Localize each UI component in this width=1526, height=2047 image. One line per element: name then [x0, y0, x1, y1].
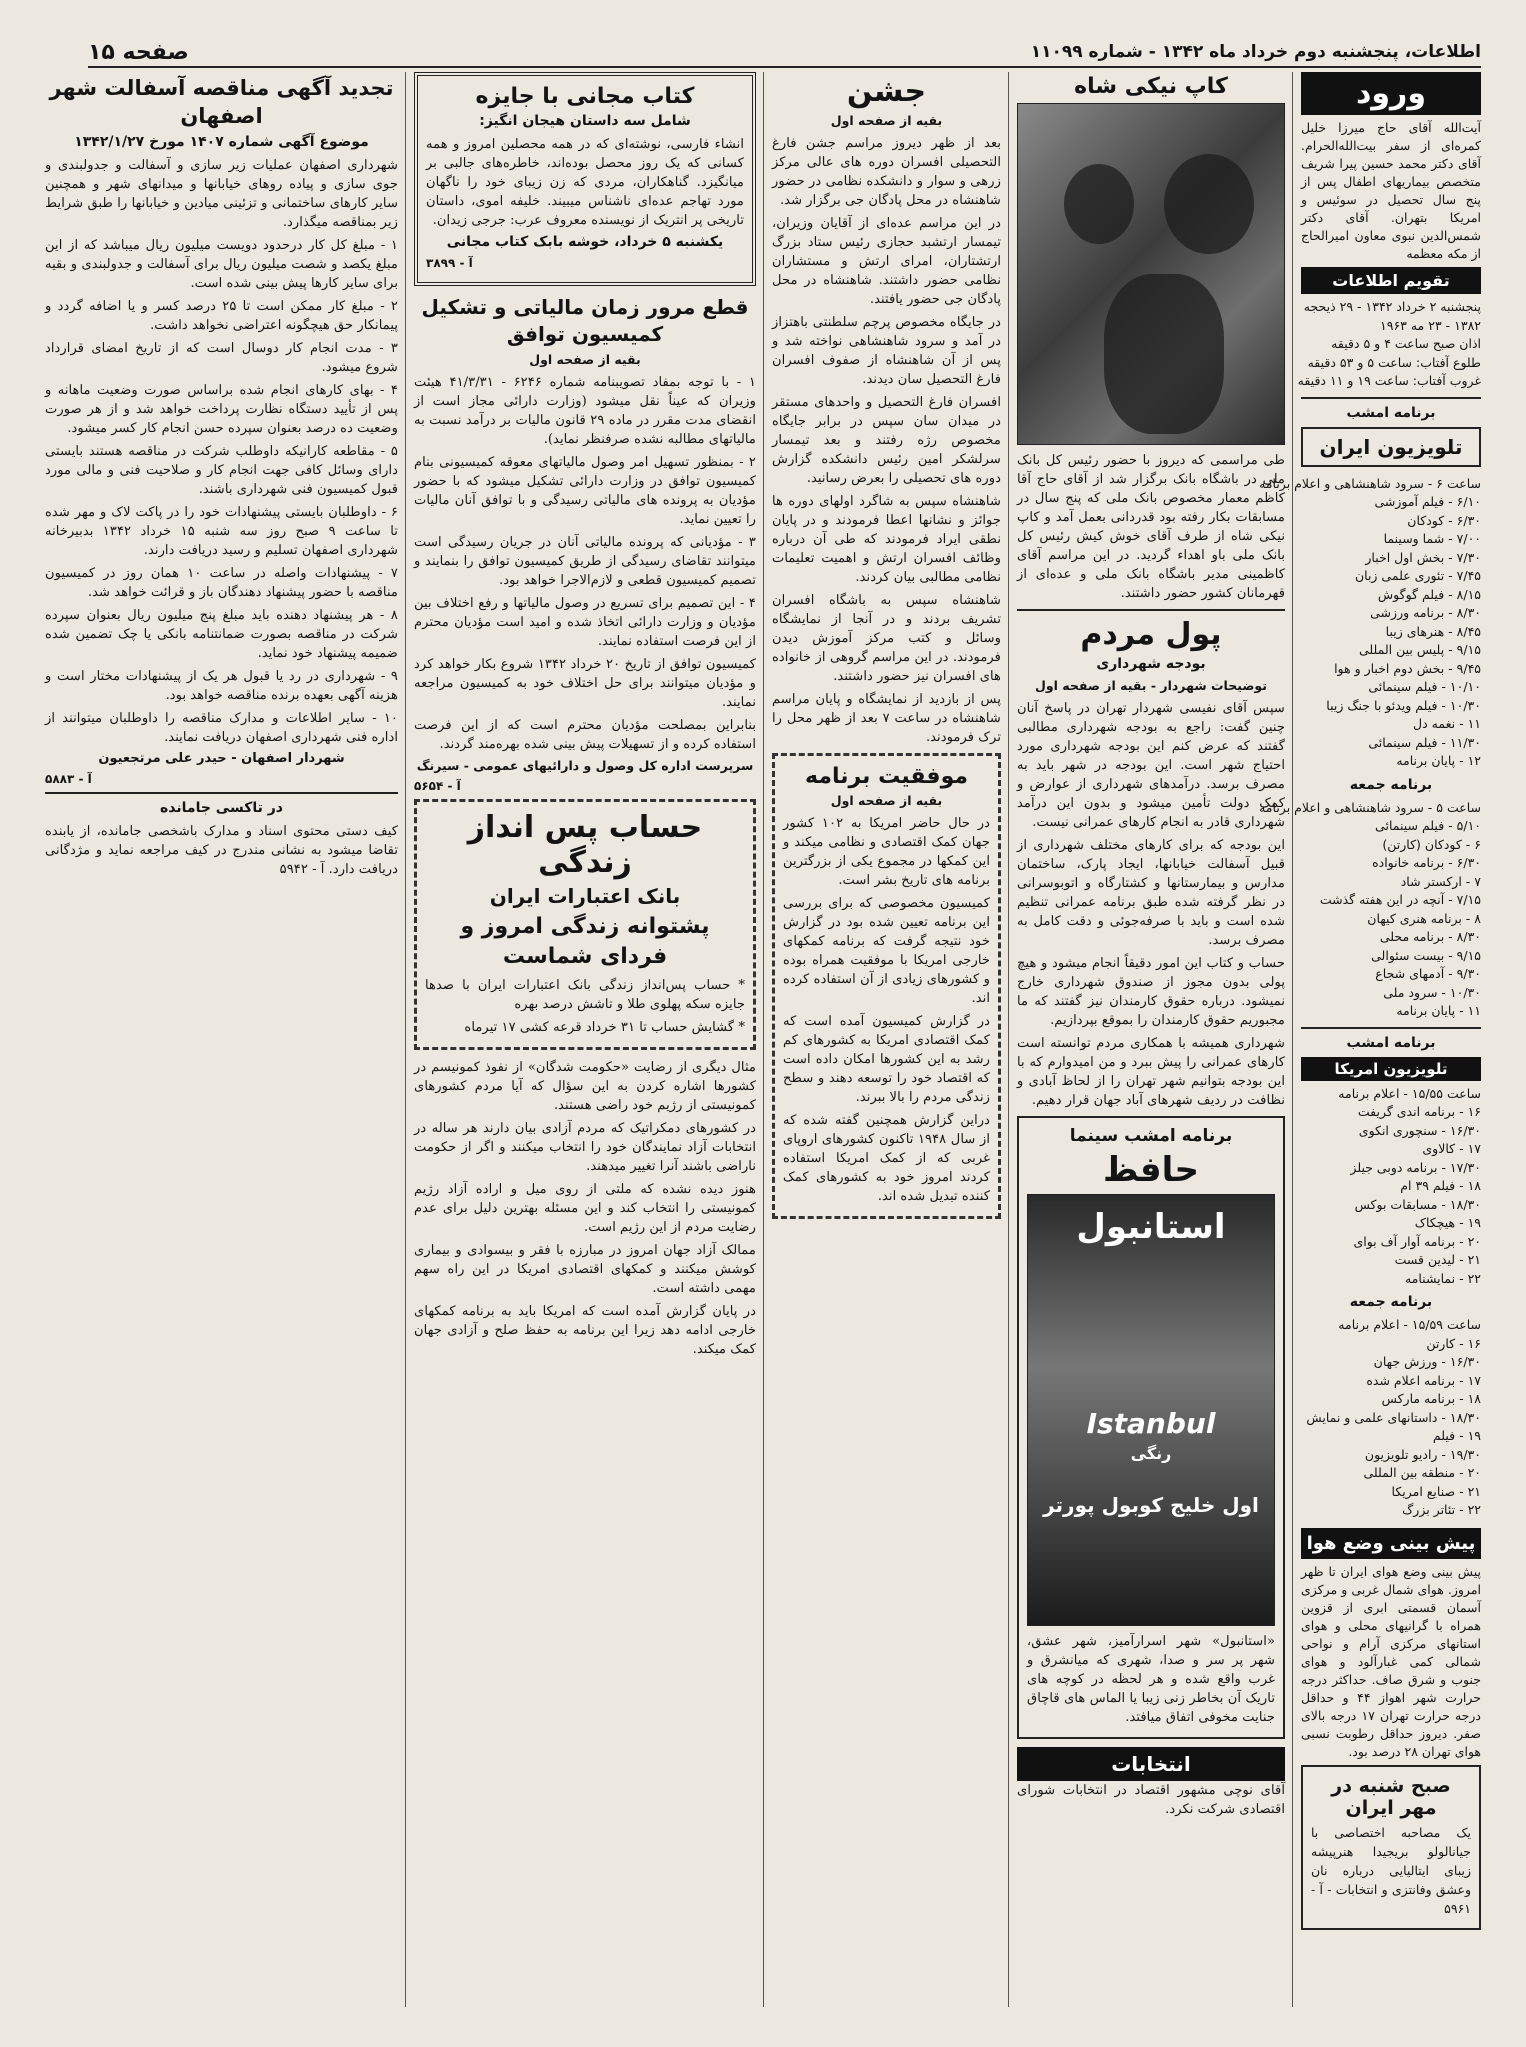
tv-program-line: ۷ - ارکستر شاد	[1400, 873, 1481, 889]
tv-america-logo: تلویزیون امریکا	[1301, 1057, 1481, 1081]
column-tender	[45, 72, 398, 2007]
paragraph: ۹ - شهرداری در رد یا قبول هر یک از پیشنهادات مختار است و هزینه آگهی بعهده برنده مناقصه خواهد بود.	[45, 669, 398, 703]
paragraph: در کشورهای دمکراتیک که مردم آزادی بیان دارند هر ساله در انتخابات آزاد نمایندگان خود را انتخاب میکنند و اگر از حکومت ناراضی باشند آنرا تغییر میدهند.	[414, 1121, 756, 1174]
masthead-info: اطلاعات، پنجشنبه دوم خرداد ماه ۱۳۴۲ - شماره ۱۱۰۹۹	[1030, 42, 1481, 62]
elections-text: آقای نوچی مشهور اقتصاد در انتخابات شورای اقتصادی شرکت نکرد.	[1017, 1783, 1285, 1817]
divider	[1301, 1027, 1481, 1029]
tv-program-line: ۱۶ - کارتن	[1426, 1335, 1481, 1351]
tv-program-line: ۱۷ - کالاوی	[1422, 1141, 1481, 1156]
weather-heading: پیش بینی وضع هوا	[1301, 1528, 1481, 1559]
paragraph: شاهنشاه سپس به شاگرد اولهای دوره ها جوائز و نشانها اعطا فرمودند و در پایان نطقی ایراد فرمودند که طی آن درباره وظائف افسران ارتش و اهمیت تعلیمات نظامی مطالبی بیان کردند.	[772, 494, 1001, 585]
paragraph: شهرداری همیشه با همکاری مردم توانسته است کارهای عمرانی را پیش ببرد و من امیدوارم که با این بودجه بتوانیم شهر تهران را از لحاظ آبادی و نظافت در ردیف شهرهای آباد جهان قرار دهیم.	[1017, 1036, 1285, 1108]
savings-headline: حساب پس انداز زندگی	[467, 810, 703, 880]
lost-item-heading: در تاکسی جامانده	[160, 800, 283, 816]
film-caption: «استانبول» شهر اسرار‌آمیز، شهر عشق، شهر پر سر و صدا، شهری که میانشرق و غرب واقع شده و هر لحظه در کوچه های تاریک آن بخاطر زنی زیبا یا الماس های قاچاق جنایت مخوفی اتفاق میافتد.	[1027, 1634, 1275, 1725]
paragraph: ۵ - مقاطعه کارانیکه داوطلب شرکت در مناقصه هستند بایستی دارای وسائل کافی جهت انجام کار و صلاحیت فنی و مالی مورد قبول کمیسیون فنی شهرداری باشند.	[45, 444, 398, 497]
paragraph: ۱ - مبلغ کل کار درحدود دویست میلیون ریال میباشد که از این مبلغ یکصد و شصت میلیون ریال برای آسفالت و جدولبندی و بقیه برای سایر کارها پیش بینی شده است.	[45, 238, 398, 291]
tv-program-line: ۹/۱۵ - پلیس بین المللی	[1358, 642, 1481, 657]
tax-kicker: بقیه از صفحه اول	[529, 352, 641, 367]
us-tonight-heading: برنامه امشب	[1346, 1034, 1436, 1051]
success-box	[772, 753, 1001, 1219]
film-title-en: Istanbul	[1086, 1407, 1216, 1440]
paragraph: در حال حاضر امریکا به ۱۰۲ کشور جهان کمک اقتصادی و نظامی میکند و این کمکها در مجموع یکی از بزرگترین برنامه های تاریخ بشر است.	[783, 816, 990, 888]
paragraph: ۳ - مؤدیانی که پرونده مالیاتی آنان در جریان رسیدگی است میتوانند تقاضای رسیدگی از طریق کمیسیون توافق را بنمایند و تصمیم کمیسیون قطعی و لازم‌الاجرا خواهد بود.	[414, 535, 756, 588]
divider	[1017, 609, 1285, 611]
paragraph: شاهنشاه سپس به باشگاه افسران تشریف بردند و در آنجا از نمایشگاه وسائل و کتب مرکز آموزش دیدن فرمودند. در این مراسم گروهی از خانواده های افسران نیز حضور داشتند.	[772, 593, 1001, 684]
tv-program-line: ۹/۳۰ - آدمهای شجاع	[1375, 966, 1481, 981]
calendar-line: پنجشنبه ۲ خرداد ۱۳۴۲ - ۲۹ ذیحجه	[1303, 299, 1481, 314]
photo-figure	[1104, 274, 1224, 434]
paragraph: بعد از ظهر دیروز مراسم جشن فارغ التحصیلی افسران دوره های عالی مرکز زرهی و سوار و دانشکده نظامی در حضور شاهنشاه در محل پادگان جی برگزار شد.	[772, 136, 1001, 208]
paragraph: ۳ - مدت انجام کار دوسال است که از تاریخ امضای قرارداد شروع میشود.	[45, 341, 398, 375]
book-code: آ - ۳۸۹۹	[426, 256, 473, 270]
tv-program-line: ۱۶/۳۰ - سنچوری انکوی	[1358, 1122, 1481, 1138]
us-tv-schedule	[1301, 1085, 1481, 1289]
paragraph: کمیسیون توافق از تاریخ ۲۰ خرداد ۱۳۴۲ شروع بکار خواهد کرد و مؤدیان میتوانند برای حل اختلاف خود به کمیسیون مراجعه نمایند.	[414, 657, 756, 710]
calendar-line: ۱۳۸۲ - ۲۳ مه ۱۹۶۳	[1380, 317, 1481, 333]
divider	[1301, 397, 1481, 399]
tv-program-line: ۸/۳۰ - برنامه محلی	[1379, 929, 1481, 944]
cup-headline: کاپ نیکی شاه	[1074, 74, 1228, 99]
tax-article	[414, 373, 756, 754]
tv-program-line: ۲۲ - تئاتر بزرگ	[1402, 1502, 1481, 1517]
tv-program-line: ۶/۱۰ - فیلم آموزشی	[1374, 494, 1481, 509]
tv-program-line: ۲۱ - لیدین قست	[1394, 1252, 1481, 1267]
cup-text: طی مراسمی که دیروز با حضور رئیس کل بانک ملی در باشگاه بانک برگزار شد از آقای حاج آقا کاظم معمار مخصوص بانک ملی که پنج سال در مسابقات بکار رفته بود قدردانی بعمل آمد و کاپ نیکی شاه از طرف آقای خوش کیش رئیس کل بانک ملی باو اهداء گردید. در این مراسم آقای کاظمینی مدیر باشگاه بانک ملی و عده‌ای از قهرمانان کشور حضور داشتند.	[1017, 453, 1285, 601]
elections-heading: انتخابات	[1017, 1747, 1285, 1781]
tv-program-line: ساعت ۱۵/۵۵ - اعلام برنامه	[1338, 1085, 1481, 1101]
tv-program-line: ۱۹/۳۰ - رادیو تلویزیون	[1364, 1446, 1481, 1462]
paragraph: ۲ - بمنظور تسهیل امر وصول مالیاتهای معوقه کمیسیونی بنام کمیسیون توافق در وزارت دارائی تشکیل میشود که با حضور مؤدیان به پرونده های مالیاتی رسیدگی و با توافق آنان مالیات را تعیین نماید.	[414, 455, 756, 527]
paragraph: در جایگاه مخصوص پرچم سلطنتی باهتزاز در آمد و سرود شاهنشاهی نواخته شد و پس از آن شاهنشاه از صفوف افسران فارغ التحصیل سان دیدند.	[772, 315, 1001, 387]
tv-program-line: ۶/۳۰ - کودکان	[1407, 512, 1481, 528]
subscription-ad	[1301, 1765, 1481, 1930]
success-article	[783, 814, 990, 1206]
tv-program-line: ۱۹ - هیچکاک	[1414, 1215, 1481, 1230]
success-headline: موفقیت برنامه	[804, 764, 968, 789]
tender-headline: تجدید آگهی مناقصه آسفالت شهر اصفهان	[49, 76, 394, 128]
film-title-fa: استانبول	[1076, 1207, 1226, 1247]
calendar-list	[1297, 298, 1481, 391]
column-rule	[405, 72, 406, 2007]
tv-program-line: ۷/۳۰ - بخش اول اخبار	[1365, 549, 1481, 565]
tender-article	[45, 156, 398, 747]
tv-program-line: ساعت ۶ - سرود شاهنشاهی و اعلام برنامه	[1259, 475, 1481, 491]
cinema-heading: برنامه امشب سینما	[1069, 1126, 1233, 1146]
tv-program-line: ۶ - کودکان (کارتن)	[1382, 836, 1481, 852]
tv-schedule	[1259, 475, 1481, 771]
book-footer: یکشنبه ۵ خرداد، خوشه بابک کتاب مجانی	[446, 234, 724, 250]
paragraph: ۲ - مبلغ کار ممکن است تا ۲۵ درصد کسر و یا اضافه گردد و پیمانکار حق هیچگونه اعتراضی نخواهد داشت.	[45, 299, 398, 333]
ad-text: یک مصاحبه اختصاصی با جیانالولو بریجیدا هنرپیشه زیبای ایتالیایی درباره نان وعشق وفانتزی و انتخابات - آ - ۵۹۶۱	[1311, 1824, 1471, 1916]
calendar-heading: تقویم اطلاعات	[1301, 267, 1481, 294]
paragraph: ۱۰ - سایر اطلاعات و مدارک مناقصه را داوطلبان میتوانند از اداره فنی شهرداری اصفهان دریافت نمایند.	[45, 711, 398, 745]
paragraph: شهرداری اصفهان عملیات زیر سازی و آسفالت و جدولبندی و جوی سازی و پیاده روهای خیابانها و میدانهای شهر و همچنین سایر کارهای ساختمانی و تزئینی میادین و خیابانها را طبق شرایط زیر بمناقصه میگذارد.	[45, 158, 398, 230]
tv-program-line: ۱۸ - برنامه مارکس	[1381, 1391, 1481, 1406]
tv-program-line: ۸/۳۰ - برنامه ورزشی	[1370, 605, 1481, 620]
film-note: اول خلیج کوبول پورتر	[1043, 1493, 1259, 1517]
tv-program-line: ۱۰/۳۰ - سرود ملی	[1383, 984, 1481, 1000]
free-book-ad	[414, 72, 756, 286]
calendar-line: غروب آفتاب: ساعت ۱۹ و ۱۱ دقیقه	[1297, 373, 1481, 388]
ceremony-photo	[1017, 103, 1285, 445]
divider	[45, 792, 398, 794]
photo-figure	[1064, 164, 1134, 244]
paragraph: ۴ - بهای کارهای انجام شده براساس صورت وضعیت ماهانه و پس از تأیید دستگاه نظارت پرداخت خواهد شد و از هر صورت وضعیت ده درصد بعنوان سپرده حسن انجام کار کسر میشود.	[45, 383, 398, 436]
calendar-line: طلوع آفتاب: ساعت ۵ و ۵۳ دقیقه	[1307, 354, 1481, 370]
paragraph: بنابراین بمصلحت مؤدیان محترم است که از این فرصت استفاده کرده و از تسهیلات پیش بینی شده بهره‌مند گردند.	[414, 718, 756, 752]
paragraph: دراین گزارش همچنین گفته شده که از سال ۱۹۴۸ تاکنون کشورهای اروپای غربی که از کمک امریکا استفاده کردند امروز خود به کشورهای کمک کننده تبدیل شده اند.	[783, 1113, 990, 1204]
tv-program-line: ۱۸ - فیلم ۳۹ ام	[1400, 1178, 1481, 1193]
savings-ad	[414, 799, 756, 1050]
tv-program-line: ۷/۴۵ - تئوری علمی زبان	[1354, 568, 1481, 583]
arrivals-text: آیت‌الله آقای حاج میرزا خلیل کمره‌ای از سفر بیت‌الله‌الحرام. آقای دکتر محمد حسین پیرا شریف متخصص بیماریهای اطفال پس از پنج سال تحصیل در سوئیس و امریکا بتهران. آقای دکتر شمس‌الدین نبوی معاون امیرالحاج از مکه معظمه	[1301, 120, 1481, 261]
tender-subject: موضوع آگهی شماره ۱۴۰۷ مورخ ۱۳۴۲/۱/۲۷	[74, 134, 369, 150]
tv-program-line: ساعت ۵ - سرود شاهنشاهی و اعلام برنامه	[1259, 799, 1481, 815]
tv-program-line: ۱۸/۳۰ - مسابقات بوکس	[1354, 1196, 1481, 1212]
column-rule	[763, 72, 764, 2007]
cinema-name: حافظ	[1103, 1150, 1199, 1190]
savings-slogan: پشتوانه زندگی امروز و فردای شماست	[460, 914, 710, 969]
book-text: انشاء فارسی، نوشته‌ای که در همه محصلین امروز و همه کسانی که یک روز محصل بوده‌اند، خاطره‌های جالبی بر میانگیزد. گناهکاران، مردی که زن زیبای خود را ناگهان مورد تهاجم عده‌ای ناشناس میبیند. خلیفه اموی، داستان تاریخی پر انتریک از نویسنده معروف عرب: جرجی زیدان.	[426, 137, 744, 228]
column-tax-savings	[414, 72, 756, 2007]
tv-program-line: ۲۲ - نمایشنامه	[1404, 1270, 1481, 1286]
ad-heading: صبح شنبه در مهر ایران	[1331, 1774, 1451, 1819]
success-kicker: بقیه از صفحه اول	[830, 793, 943, 808]
paragraph: ۶ - داوطلبان بایستی پیشنهادات خود را در پاکت لاک و مهر شده تا ساعت ۹ صبح روز سه شنبه ۱۵ خرداد ۱۳۴۲ بدبیرخانه شهرداری اصفهان تسلیم و رسید دریافت دارند.	[45, 505, 398, 558]
tv-program-line: ۷/۱۵ - آنچه در این هفته گذشت	[1319, 892, 1481, 907]
photo-figure	[1164, 154, 1254, 254]
money-kicker: توضیحات شهردار - بقیه از صفحه اول	[1035, 678, 1267, 693]
paragraph: کمیسیون مخصوصی که برای بررسی این برنامه تعیین شده بود در گزارش خود نتیجه گرفت که برنامه کمکهای خارجی امریکا با موفقیت همراه بوده و کشورهای زیادی از آن استفاده کرده اند.	[783, 896, 990, 1006]
paragraph: * گشایش حساب تا ۳۱ خرداد قرعه کشی ۱۷ تیرماه	[464, 1020, 745, 1035]
tonight-heading: برنامه امشب	[1346, 404, 1436, 421]
tv-program-line: ۸/۴۵ - هنرهای زیبا	[1385, 623, 1481, 639]
tv-program-line: ۷/۰۰ - شما وسینما	[1383, 531, 1481, 546]
paragraph: هنوز دیده نشده که ملتی از روی میل و اراده آزاد رژیم کمونیستی را انتخاب کند و این مسئله بهترین دلیل برای عدم رضایت مردم از این رژیم است.	[414, 1182, 756, 1235]
money-subhead: بودجه شهرداری	[1096, 656, 1206, 672]
us-friday-heading: برنامه جمعه	[1349, 1294, 1433, 1310]
tv-program-line: ۲۰ - برنامه آوار آف بوای	[1353, 1233, 1481, 1249]
paragraph: ۱ - با توجه بمفاد تصویبنامه شماره ۶۲۴۶ - ۴۱/۳/۳۱ هیئت وزیران که عیناً نقل میشود (وزارت دارائی مجاز است از انقضای مدت مقرر در ماده ۲۹ قانون مالیات بر درآمد نسبت به مالیاتهای مطالبه نشده صرفنظر نماید).	[414, 375, 756, 447]
paragraph: این بودجه که برای کارهای مختلف شهرداری از قبیل آسفالت خیابانها، ایجاد پارک، ساختمان مدارس و بیمارستانها و کشتارگاه و اتوبوسرانی در نظر گرفته شده طبق برنامه عمرانی تنظیم شده است و باید با صرفه‌جوئی و دقت کامل به مصرف برسد.	[1017, 838, 1285, 948]
tv-program-line: ۹/۴۵ - بخش دوم اخبار و هوا	[1334, 660, 1481, 676]
celebration-article	[772, 134, 1001, 747]
cinema-ad	[1017, 1116, 1285, 1739]
friday-heading: برنامه جمعه	[1349, 776, 1433, 793]
paragraph: ممالک آزاد جهان امروز در مبارزه با فقر و بیسوادی و بیماری کوشش میکنند و کمکهای اقتصادی امریکا در این راه سهم مهمی داشته است.	[414, 1243, 756, 1296]
celebration-headline: جشن	[846, 74, 927, 109]
column-arrivals-programs	[1259, 72, 1481, 2007]
column-celebration	[772, 72, 1001, 2007]
tv-program-line: ساعت ۱۵/۵۹ - اعلام برنامه	[1338, 1317, 1481, 1332]
lost-item-text: کیف دستی محتوی اسناد و مدارک باشخصی جامانده، از یابنده تقاضا میشود به نشانی مندرج در کیف مراجعه نماید و مژدگانی دریافت دارد. آ - ۵۹۴۲	[45, 824, 398, 877]
tv-program-line: ۱۶ - برنامه اندی گریفت	[1357, 1104, 1481, 1119]
tv-program-line: ۱۶/۳۰ - ورزش جهان	[1373, 1354, 1481, 1369]
tax-signature: سرپرست اداره کل وصول و دارائیهای عمومی - سیرنگ	[416, 758, 754, 773]
weather-text: پیش بینی وضع هوای ایران تا ظهر امروز. هوای شمال غربی و مرکزی آسمان قسمتی ابری از قزوین همراه با گرانیهای محلی و هوای استانهای مرکزی آرام و نواحی شمالی کمی غبارآلود و هوای جنوب و شرق صاف. حداکثر درجه حرارت شهر اهواز ۴۴ و حداقل درجه حرارت تهران ۱۷ درجه بالای صفر. دیروز حداقل رطوبت نسبی هوای تهران ۲۸ درصد بود.	[1301, 1563, 1481, 1759]
tv-program-line: ۱۷/۳۰ - برنامه دوبی جیلز	[1350, 1159, 1481, 1175]
tv-program-line: ۱۹ - فیلم	[1432, 1428, 1481, 1443]
tv-program-line: ۲۱ - صنایع امریکا	[1391, 1483, 1481, 1499]
paragraph: افسران فارغ التحصیل و واحدهای مستقر در میدان سان سپس در برابر جایگاه مخصوص رژه رفتند و بعد تیمسار سرلشکر امین رئیس دانشکده گزارش دوره های تحصیلی را بعرض رسانید.	[772, 395, 1001, 486]
tv-program-line: ۲۰ - منطقه بین المللی	[1363, 1465, 1481, 1480]
savings-details	[425, 976, 745, 1037]
book-headline: کتاب مجانی با جایزه	[475, 84, 695, 109]
us-tv-friday-schedule	[1301, 1316, 1481, 1520]
paragraph: ۴ - این تصمیم برای تسریع در وصول مالیاتها و رفع اختلاف بین مؤدیان و وزارت دارائی اتخاذ شده و امید است مؤدیان محترم از این فرصت استفاده نمایند.	[414, 596, 756, 649]
tv-program-line: ۱۸/۳۰ - داستانهای علمی و نمایش	[1306, 1409, 1481, 1425]
book-subhead: شامل سه داستان هیجان انگیز:	[479, 113, 691, 129]
tv-program-line: ۱۱ - پایان برنامه	[1396, 1003, 1481, 1018]
celebration-kicker: بقیه از صفحه اول	[830, 113, 943, 128]
tv-program-line: ۱۰/۳۰ - فیلم ویدئو با جنگ زیبا	[1326, 697, 1481, 713]
paragraph: مثال دیگری از رضایت «حکومت شدگان» از نفوذ کمونیسم در کشورها اشاره کردن به این سؤال که آیا مردم کشورهای کمونیستی از رژیم خود راضی هستند.	[414, 1060, 756, 1113]
tv-program-line: ۸/۱۵ - فیلم گوگوش	[1377, 586, 1481, 602]
calendar-line: اذان صبح ساعت ۴ و ۵ دقیقه	[1331, 336, 1481, 351]
tv-iran-logo: تلویزیون ایران	[1301, 427, 1481, 467]
paragraph: پس از بازدید از نمایشگاه و پایان مراسم شاهنشاه در ساعت ۷ بعد از ظهر محل را ترک فرمودند.	[772, 692, 1001, 745]
paragraph: سپس آقای نفیسی شهردار تهران در پاسخ آنان چنین گفت: راجع به بودجه شهرداری مطالبی گفتند که عرض کنم این بودجه شهرداری مورد احتیاج شهر است. این بودجه در شهر باید به مصرف برسد. درآمدهای شهرداری از عوارض و کمک دولت تأمین میشود و بدون این درآمد شهرداری قادر به انجام کارهای عمرانی نیست.	[1017, 701, 1285, 830]
tv-program-line: ۶/۳۰ - برنامه خانواده	[1372, 855, 1481, 870]
page-number: صفحه ۱۵	[88, 39, 189, 65]
tender-signature: شهردار اصفهان - حیدر علی مرتجعیون	[98, 751, 345, 766]
column-news-cinema	[1017, 72, 1285, 2007]
column-rule	[1292, 72, 1293, 2007]
film-color: رنگی	[1130, 1444, 1172, 1463]
tax-headline: قطع مرور زمان مالیاتی و تشکیل کمیسیون توافق	[421, 295, 749, 346]
paragraph: حساب و کتاب این امور دقیقاً انجام میشود و هیچ پولی بدون مجوز از صندوق شهرداری خارج نمیشود. درباره حقوق کارمندان نیز گفتند که ما مجبوریم حقوق کارمندان را بموقع بپردازیم.	[1017, 956, 1285, 1028]
tv-program-line: ۱۷ - برنامه اعلام شده	[1366, 1372, 1481, 1388]
tv-program-line: ۵/۱۰ - فیلم سینمائی	[1375, 818, 1481, 833]
tv-program-line: ۱۰/۱۰ - فیلم سینمائی	[1368, 679, 1481, 694]
bank-name: بانک اعتبارات ایران	[489, 884, 681, 908]
paragraph: ۷ - پیشنهادات واصله در ساعت ۱۰ همان روز در کمیسیون مناقصه با حضور پیشنهاد دهندگان باز و قرائت خواهد شد.	[45, 566, 398, 600]
tender-code: آ - ۵۸۸۳	[45, 772, 92, 786]
tv-program-line: ۸ - برنامه هنری کیهان	[1367, 910, 1481, 926]
tax-code: آ - ۵۶۵۴	[414, 779, 461, 793]
money-headline: پول مردم	[1080, 617, 1222, 652]
paragraph: در پایان گزارش آمده است که امریکا باید به برنامه کمکهای خارجی ادامه دهد زیرا این برنامه به حفظ صلح و آزادی جهان کمک میکند.	[414, 1304, 756, 1357]
paragraph: * حساب پس‌انداز زندگی بانک اعتبارات ایران با صدها جایزه سکه پهلوی طلا و تاشش درصد بهره	[425, 978, 745, 1012]
column-rule	[1008, 72, 1009, 2007]
paragraph: در این مراسم عده‌ای از آقایان وزیران، تیمسار ارتشبد حجازی رئیس ستاد بزرگ ارتشتاران، امرای ارتش و مستشاران نظامی حضور داشتند. شاهنشاه در محل پادگان جی حضور یافتند.	[772, 216, 1001, 307]
money-article	[1017, 699, 1285, 1110]
paragraph: در گزارش کمیسیون آمده است که کمک اقتصادی امریکا به کشورهای کم رشد به این کشورها امکان داده است که اقتصاد خود را توسعه دهند و سطح زندگی مردم را بالا ببرند.	[783, 1014, 990, 1105]
tv-program-line: ۹/۱۵ - بیست سئوالی	[1371, 947, 1481, 963]
page-header	[88, 38, 1481, 68]
tv-program-line: ۱۱ - نغمه دل	[1413, 716, 1481, 731]
film-poster	[1027, 1194, 1275, 1626]
tv-friday-schedule	[1259, 799, 1481, 1021]
paragraph: ۸ - هر پیشنهاد دهنده باید مبلغ پنج میلیون ریال بعنوان سپرده شرکت در مناقصه بصورت ضمانتنامه بانکی یا چک تضمین شده ضمیمه پیشنهاد خود نماید.	[45, 608, 398, 661]
tv-program-line: ۱۱/۳۰ - فیلم سینمائی	[1368, 734, 1481, 750]
continued-article	[414, 1058, 756, 1359]
tv-program-line: ۱۲ - پایان برنامه	[1396, 753, 1481, 768]
arrivals-heading: ورود	[1301, 72, 1481, 115]
